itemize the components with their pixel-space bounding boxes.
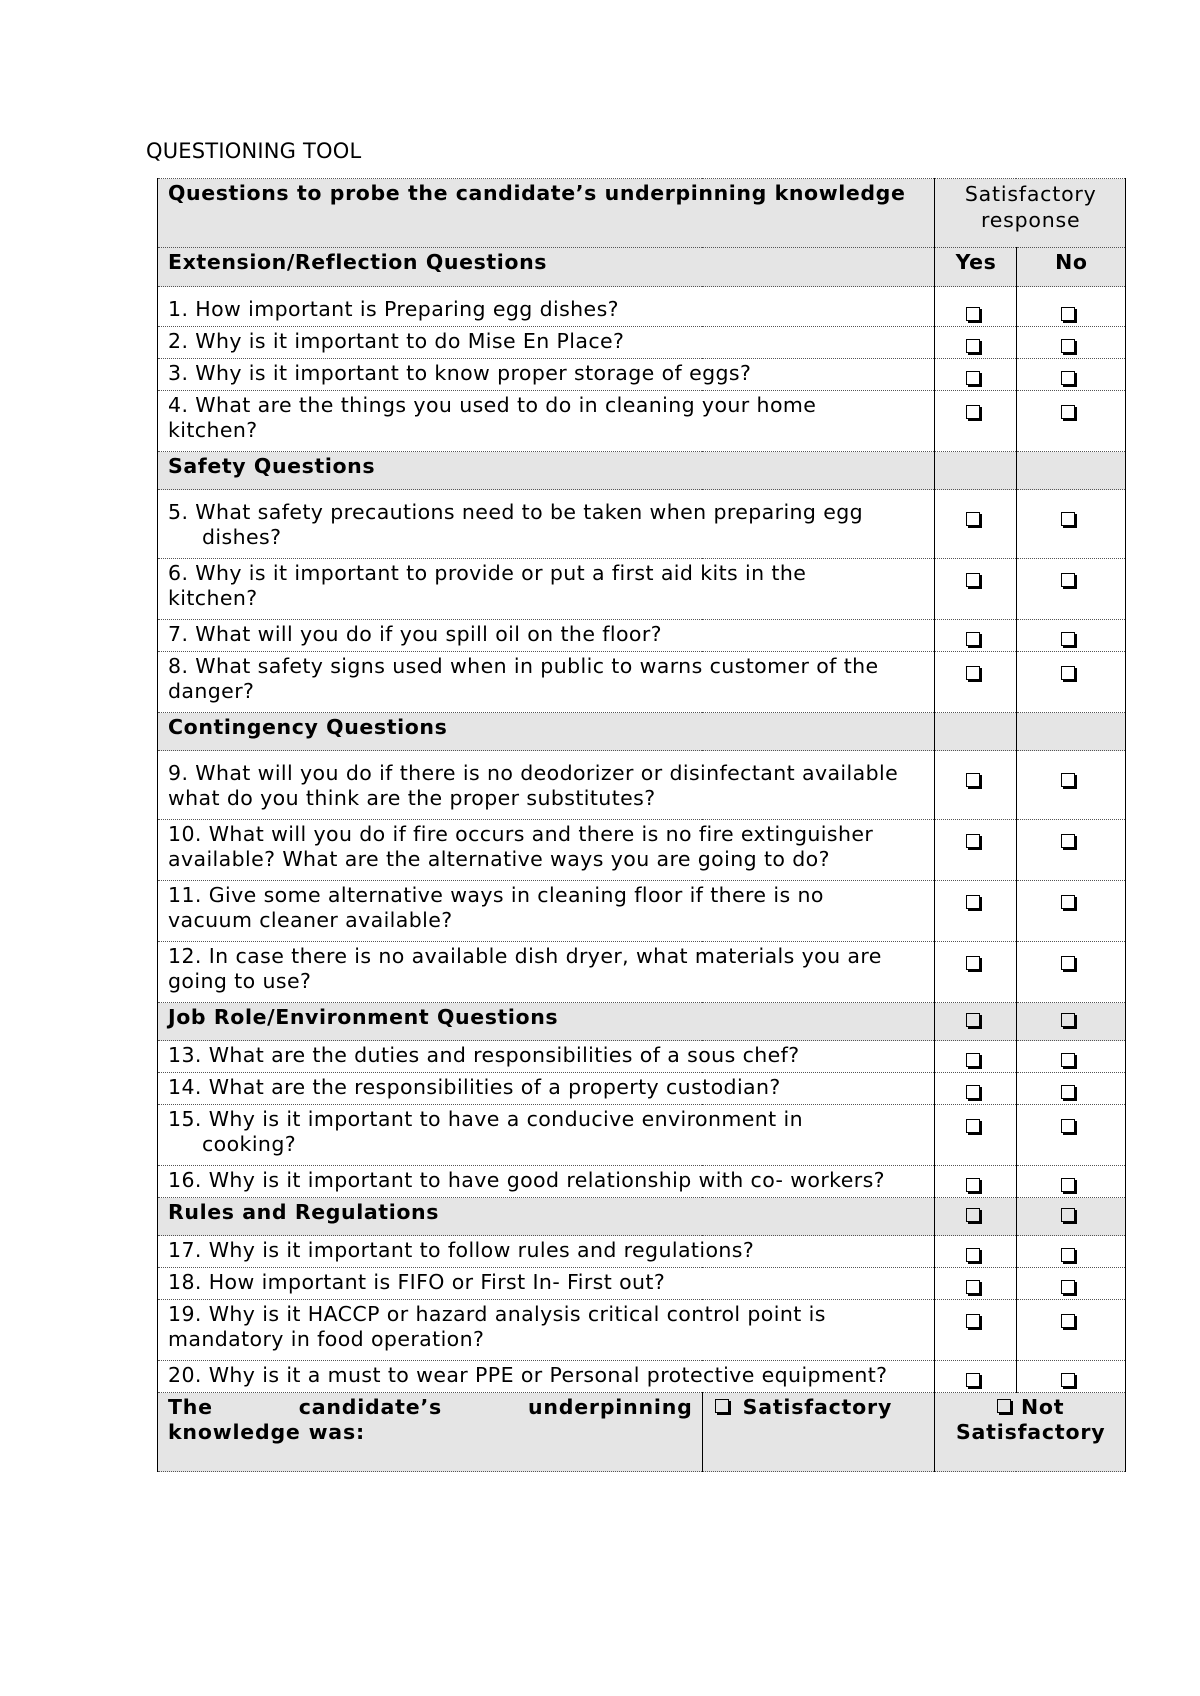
yes-cell — [935, 942, 1016, 1003]
yes-checkbox[interactable] — [966, 895, 980, 909]
question-row — [158, 327, 1126, 359]
question-line1: Why is it important to have a conducive environment in — [208, 1107, 803, 1131]
section-no-cell — [1016, 1003, 1125, 1041]
question-number: 12. — [168, 944, 202, 968]
question-number: 10. — [168, 822, 202, 846]
question-line1: What will you do if there is no deodorizer or disinfectant available — [195, 761, 899, 785]
no-checkbox[interactable] — [1061, 956, 1075, 970]
no-checkbox[interactable] — [1061, 405, 1075, 419]
yes-checkbox[interactable] — [966, 666, 980, 680]
question-number: 18. — [168, 1270, 202, 1294]
yes-cell — [935, 1041, 1016, 1073]
question-row — [158, 751, 1126, 820]
yes-checkbox[interactable] — [966, 632, 980, 646]
question-line1: Why is it important to do Mise En Place? — [195, 329, 625, 353]
section-header-row — [158, 1198, 1126, 1236]
section-header-row — [158, 1003, 1126, 1041]
question-row — [158, 1300, 1126, 1361]
question-line2: kitchen? — [168, 586, 258, 610]
question-line1: What are the things you used to do in cleaning your home — [195, 393, 817, 417]
question-row — [158, 1105, 1126, 1166]
section-title: Job Role/Environment Questions — [158, 1003, 935, 1041]
no-cell — [1016, 327, 1125, 359]
header-satisfactory-response — [935, 179, 1126, 248]
question-number: 9. — [168, 761, 189, 785]
question-number: 19. — [168, 1302, 202, 1326]
question-number: 20. — [168, 1363, 202, 1387]
questioning-table — [157, 178, 1126, 1472]
question-number: 14. — [168, 1075, 202, 1099]
question-line1: How important is Preparing egg dishes? — [195, 297, 619, 321]
no-checkbox[interactable] — [1061, 339, 1075, 353]
section-no-cell — [1016, 1198, 1125, 1236]
yes-checkbox[interactable] — [966, 956, 980, 970]
question-line1: What safety signs used when in public to warns customer of the — [195, 654, 879, 678]
question-row — [158, 1166, 1126, 1198]
yes-cell — [935, 490, 1016, 559]
question-text — [158, 820, 935, 881]
yes-checkbox[interactable] — [966, 1248, 980, 1262]
section-title: Contingency Questions — [158, 713, 935, 751]
no-cell — [1016, 820, 1125, 881]
question-number: 17. — [168, 1238, 202, 1262]
summary-label-word-1: The — [168, 1395, 213, 1419]
page-title: QUESTIONING TOOL — [146, 139, 362, 163]
summary-label — [158, 1393, 703, 1472]
question-line1: Why is it important to provide or put a first aid kits in the — [195, 561, 807, 585]
question-line2: going to use? — [168, 969, 312, 993]
section-no-checkbox[interactable] — [1061, 1013, 1075, 1027]
question-row — [158, 559, 1126, 620]
question-text — [158, 942, 935, 1003]
no-cell — [1016, 1361, 1125, 1393]
question-number: 13. — [168, 1043, 202, 1067]
question-row — [158, 391, 1126, 452]
question-row — [158, 1236, 1126, 1268]
question-row — [158, 1268, 1126, 1300]
yes-cell — [935, 1236, 1016, 1268]
yes-cell — [935, 620, 1016, 652]
section-header-row — [158, 713, 1126, 751]
question-line1: Why is it important to know proper storage of eggs? — [195, 361, 752, 385]
yes-checkbox[interactable] — [966, 1373, 980, 1387]
question-row — [158, 1041, 1126, 1073]
question-line2: kitchen? — [168, 418, 258, 442]
question-number: 4. — [168, 393, 189, 417]
no-cell — [1016, 359, 1125, 391]
no-checkbox[interactable] — [1061, 1119, 1075, 1133]
question-text — [158, 359, 935, 391]
section-no-cell — [1016, 713, 1125, 751]
question-line2: mandatory in food operation? — [168, 1327, 485, 1351]
header-satisfactory-line2: response — [980, 208, 1081, 232]
yes-cell — [935, 1268, 1016, 1300]
yes-checkbox[interactable] — [966, 1119, 980, 1133]
not-satisfactory-checkbox[interactable] — [997, 1399, 1011, 1413]
no-cell — [1016, 490, 1125, 559]
no-cell — [1016, 1268, 1125, 1300]
question-text — [158, 1073, 935, 1105]
no-cell — [1016, 620, 1125, 652]
question-line2: vacuum cleaner available? — [168, 908, 453, 932]
yes-cell — [935, 1073, 1016, 1105]
question-line2: available? What are the alternative ways you are going to do? — [168, 847, 830, 871]
yes-cell — [935, 1361, 1016, 1393]
yes-checkbox[interactable] — [966, 834, 980, 848]
question-row — [158, 490, 1126, 559]
question-text — [158, 1105, 935, 1166]
question-text — [158, 1236, 935, 1268]
question-line2: what do you think are the proper substitutes? — [168, 786, 656, 810]
yes-cell — [935, 327, 1016, 359]
question-text — [158, 652, 935, 713]
option-not-line2: Satisfactory — [955, 1420, 1106, 1444]
no-checkbox[interactable] — [1061, 307, 1075, 321]
summary-label-line2: knowledge was: — [168, 1420, 365, 1444]
no-checkbox[interactable] — [1061, 512, 1075, 526]
section-no-cell — [1016, 452, 1125, 490]
yes-cell — [935, 1105, 1016, 1166]
no-checkbox[interactable] — [1061, 1248, 1075, 1262]
question-line2: cooking? — [202, 1132, 297, 1156]
question-text — [158, 490, 935, 559]
question-number: 8. — [168, 654, 189, 678]
section-header-row — [158, 248, 1126, 287]
question-number: 5. — [168, 500, 189, 524]
question-row — [158, 652, 1126, 713]
yes-checkbox[interactable] — [966, 405, 980, 419]
yes-checkbox[interactable] — [966, 307, 980, 321]
section-header-row — [158, 452, 1126, 490]
no-checkbox[interactable] — [1061, 666, 1075, 680]
section-yes-cell — [935, 1003, 1016, 1041]
no-checkbox[interactable] — [1061, 632, 1075, 646]
summary-label-word-2: candidate’s — [298, 1395, 443, 1419]
no-cell — [1016, 881, 1125, 942]
no-checkbox[interactable] — [1061, 573, 1075, 587]
yes-checkbox[interactable] — [966, 512, 980, 526]
question-text — [158, 287, 935, 327]
question-number: 16. — [168, 1168, 202, 1192]
question-line1: What safety precautions need to be taken when preparing egg — [195, 500, 864, 524]
section-yes-checkbox[interactable] — [966, 1208, 980, 1222]
yes-cell — [935, 881, 1016, 942]
question-line1: Why is it important to have good relationship with co- workers? — [208, 1168, 885, 1192]
no-cell — [1016, 652, 1125, 713]
no-cell — [1016, 559, 1125, 620]
no-checkbox[interactable] — [1061, 1178, 1075, 1192]
yes-checkbox[interactable] — [966, 339, 980, 353]
summary-row — [158, 1393, 1126, 1472]
summary-label-word-3: underpinning — [527, 1395, 693, 1419]
question-number: 15. — [168, 1107, 202, 1131]
question-number: 6. — [168, 561, 189, 585]
question-text — [158, 391, 935, 452]
no-checkbox[interactable] — [1061, 1280, 1075, 1294]
yes-cell — [935, 559, 1016, 620]
question-text — [158, 1041, 935, 1073]
question-row — [158, 820, 1126, 881]
no-cell — [1016, 1236, 1125, 1268]
question-row — [158, 359, 1126, 391]
no-cell — [1016, 942, 1125, 1003]
section-yes-cell — [935, 1198, 1016, 1236]
question-number: 1. — [168, 297, 189, 321]
question-text — [158, 559, 935, 620]
question-text — [158, 881, 935, 942]
no-column-header: No — [1016, 248, 1125, 287]
question-text — [158, 1361, 935, 1393]
section-yes-checkbox[interactable] — [966, 1013, 980, 1027]
question-line1: What will you do if fire occurs and there is no fire extinguisher — [208, 822, 874, 846]
header-question: Questions to probe the candidate’s underpinning knowledge — [158, 179, 935, 248]
question-number: 2. — [168, 329, 189, 353]
option-satisfactory-cell — [702, 1393, 935, 1472]
satisfactory-checkbox[interactable] — [715, 1399, 729, 1413]
no-checkbox[interactable] — [1061, 1373, 1075, 1387]
question-text — [158, 620, 935, 652]
question-number: 11. — [168, 883, 202, 907]
yes-checkbox[interactable] — [966, 371, 980, 385]
question-line1: Why is it a must to wear PPE or Personal protective equipment? — [208, 1363, 888, 1387]
question-line2: danger? — [168, 679, 255, 703]
question-line2: dishes? — [202, 525, 282, 549]
question-line1: What are the responsibilities of a property custodian? — [208, 1075, 781, 1099]
question-line1: What will you do if you spill oil on the floor? — [195, 622, 662, 646]
section-no-checkbox[interactable] — [1061, 1208, 1075, 1222]
table-header-row — [158, 179, 1126, 248]
section-title: Safety Questions — [158, 452, 935, 490]
no-checkbox[interactable] — [1061, 834, 1075, 848]
yes-cell — [935, 751, 1016, 820]
no-checkbox[interactable] — [1061, 371, 1075, 385]
yes-checkbox[interactable] — [966, 1085, 980, 1099]
question-line1: Why is it HACCP or hazard analysis critical control point is — [208, 1302, 826, 1326]
question-line1: What are the duties and responsibilities of a sous chef? — [208, 1043, 800, 1067]
yes-checkbox[interactable] — [966, 1280, 980, 1294]
question-text — [158, 1268, 935, 1300]
yes-checkbox[interactable] — [966, 773, 980, 787]
no-checkbox[interactable] — [1061, 1053, 1075, 1067]
option-not-satisfactory-cell — [935, 1393, 1126, 1472]
question-line1: Why is it important to follow rules and regulations? — [208, 1238, 755, 1262]
no-checkbox[interactable] — [1061, 1085, 1075, 1099]
no-cell — [1016, 391, 1125, 452]
section-yes-cell — [935, 452, 1016, 490]
question-number: 3. — [168, 361, 189, 385]
no-cell — [1016, 1073, 1125, 1105]
option-not-line1: Not — [1020, 1395, 1065, 1419]
no-cell — [1016, 1300, 1125, 1361]
yes-checkbox[interactable] — [966, 1178, 980, 1192]
yes-cell — [935, 652, 1016, 713]
option-satisfactory-label: Satisfactory — [742, 1395, 893, 1419]
yes-cell — [935, 359, 1016, 391]
yes-checkbox[interactable] — [966, 1053, 980, 1067]
header-satisfactory-line1: Satisfactory — [964, 182, 1097, 206]
no-checkbox[interactable] — [1061, 895, 1075, 909]
question-number: 7. — [168, 622, 189, 646]
question-row — [158, 881, 1126, 942]
question-row — [158, 1361, 1126, 1393]
no-cell — [1016, 287, 1125, 327]
question-text — [158, 327, 935, 359]
question-line1: Give some alternative ways in cleaning floor if there is no — [208, 883, 824, 907]
no-cell — [1016, 751, 1125, 820]
yes-checkbox[interactable] — [966, 573, 980, 587]
question-row — [158, 942, 1126, 1003]
yes-checkbox[interactable] — [966, 1314, 980, 1328]
question-row — [158, 620, 1126, 652]
question-text — [158, 1300, 935, 1361]
no-cell — [1016, 1041, 1125, 1073]
no-cell — [1016, 1166, 1125, 1198]
question-text — [158, 1166, 935, 1198]
question-text — [158, 751, 935, 820]
question-row — [158, 287, 1126, 327]
no-checkbox[interactable] — [1061, 773, 1075, 787]
section-yes-cell — [935, 713, 1016, 751]
section-title: Extension/Reflection Questions — [158, 248, 935, 287]
yes-cell — [935, 287, 1016, 327]
section-title: Rules and Regulations — [158, 1198, 935, 1236]
yes-cell — [935, 1166, 1016, 1198]
question-row — [158, 1073, 1126, 1105]
yes-cell — [935, 1300, 1016, 1361]
question-line1: In case there is no available dish dryer, what materials you are — [208, 944, 882, 968]
yes-cell — [935, 391, 1016, 452]
yes-column-header: Yes — [935, 248, 1016, 287]
question-line1: How important is FIFO or First In- First out? — [208, 1270, 666, 1294]
no-cell — [1016, 1105, 1125, 1166]
yes-cell — [935, 820, 1016, 881]
no-checkbox[interactable] — [1061, 1314, 1075, 1328]
